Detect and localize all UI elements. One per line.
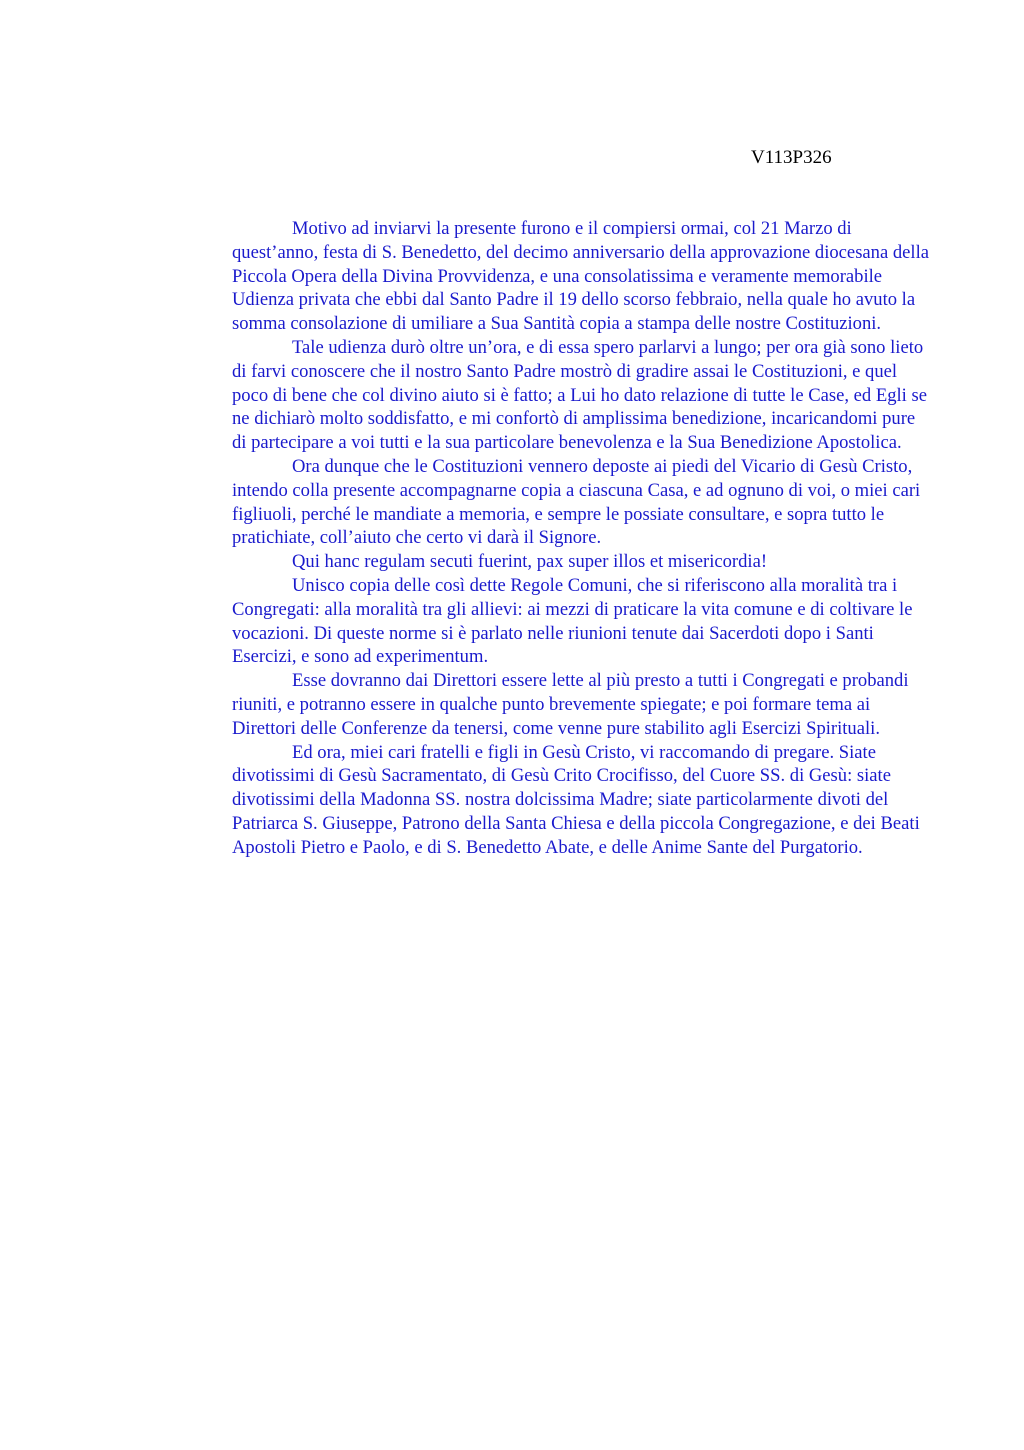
- paragraph-3: Ora dunque che le Costituzioni vennero deposte ai piedi del Vicario di Gesù Cristo, intendo colla presente accompagnarne copia a ciascuna Casa, e ad ognuno di voi, o miei cari figliuoli, perché le mandiate a memoria, e sempre le possiate consultare, e sopra tutto le pratichiate, coll’aiuto che certo vi darà il Signore.: [232, 455, 921, 549]
- letter-body: [232, 217, 932, 860]
- paragraph-1: Motivo ad inviarvi la presente furono e il compiersi ormai, col 21 Marzo di quest’anno, festa di S. Benedetto, del decimo anniversario della approvazione diocesana della Piccola Opera della Divina Provvidenza, e una consolatissima e veramente memorabile Udienza privata che ebbi dal Santo Padre il 19 dello scorso febbraio, nella quale ho avuto la somma consolazione di umiliare a Sua Santità copia a stampa delle nostre Costituzioni.: [232, 218, 930, 335]
- paragraph-7: Ed ora, miei cari fratelli e figli in Gesù Cristo, vi raccomando di pregare. Siate divotissimi di Gesù Sacramentato, di Gesù Crito Crocifisso, del Cuore SS. di Gesù: siate divotissimi della Madonna SS. nostra dolcissima Madre; siate particolarmente divoti del Patriarca S. Giuseppe, Patrono della Santa Chiesa e della piccola Congregazione, e dei Beati Apostoli Pietro e Paolo, e di S. Benedetto Abate, e delle Anime Sante del Purgatorio.: [232, 741, 920, 858]
- paragraph-4: Qui hanc regulam secuti fuerint, pax super illos et misericordia!: [292, 551, 768, 573]
- paragraph-6: Esse dovranno dai Direttori essere lette al più presto a tutti i Congregati e probandi riuniti, e potranno essere in qualche punto brevemente spiegate; e poi formare tema ai Direttori delle Conferenze da tenersi, come venne pure stabilito agli Esercizi Spirituali.: [232, 670, 909, 739]
- paragraph-2: Tale udienza durò oltre un’ora, e di essa spero parlarvi a lungo; per ora già sono lieto di farvi conoscere che il nostro Santo Padre mostrò di gradire assai le Costituzioni, e quel poco di bene che col divino aiuto si è fatto; a Lui ho dato relazione di tutte le Case, ed Egli se ne dichiarò molto soddisfatto, e mi confortò di amplissima benedizione, incaricandomi pure di partecipare a voi tutti e la sua particolare benevolenza e la Sua Benedizione Apostolica.: [232, 336, 927, 454]
- document-reference-code: V113P326: [751, 147, 832, 168]
- paragraph-5: Unisco copia delle così dette Regole Comuni, che si riferiscono alla moralità tra i Congregati: alla moralità tra gli allievi: ai mezzi di praticare la vita comune e di coltivare le vocazioni. Di queste norme si è parlato nelle riunioni tenute dai Sacerdoti dopo i Santi Esercizi, e sono ad experimentum.: [232, 574, 913, 668]
